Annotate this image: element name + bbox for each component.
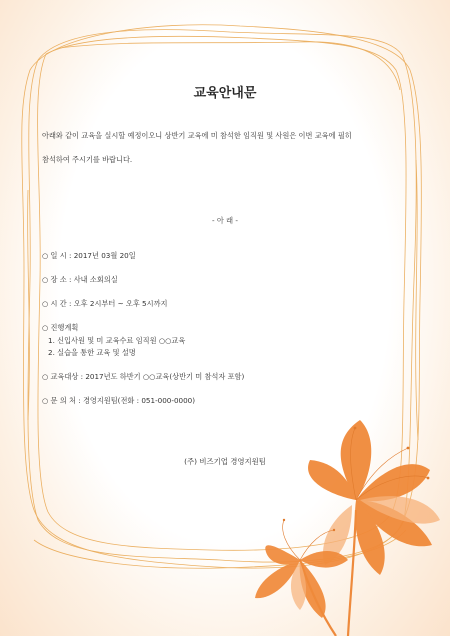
item-time: ○ 시 간 : 오후 2시부터 ~ 오후 5시까지 bbox=[42, 299, 168, 308]
item-place: ○ 장 소 : 사내 소회의실 bbox=[42, 275, 118, 284]
plan-step-2: 2. 실습을 통한 교육 및 설명 bbox=[48, 348, 136, 357]
item-contact: ○ 문 의 처 : 경영지원팀(전화 : 051-000-0000) bbox=[42, 396, 196, 405]
intro-line-1: 아래와 같이 교육을 실시할 예정이오니 상반기 교육에 미 참석한 임직원 및 사원은 이번 교육에 필히 bbox=[42, 131, 352, 140]
footer-organization: (주) 비즈기업 경영지원팀 bbox=[184, 457, 266, 466]
intro-line-2: 참석하여 주시기를 바랍니다. bbox=[42, 155, 133, 164]
notice-heading: - 아 래 - bbox=[212, 216, 238, 225]
item-plan: ○ 진행계획 bbox=[42, 323, 79, 332]
item-target: ○ 교육대상 : 2017년도 하반기 ○○교육(상반기 미 참석자 포함) bbox=[42, 372, 245, 381]
item-date: ○ 일 시 : 2017년 03월 20일 bbox=[42, 251, 136, 260]
document-title: 교육안내문 bbox=[193, 86, 257, 101]
plan-step-1: 1. 신입사원 및 미 교육수료 임직원 ○○교육 bbox=[48, 336, 186, 345]
